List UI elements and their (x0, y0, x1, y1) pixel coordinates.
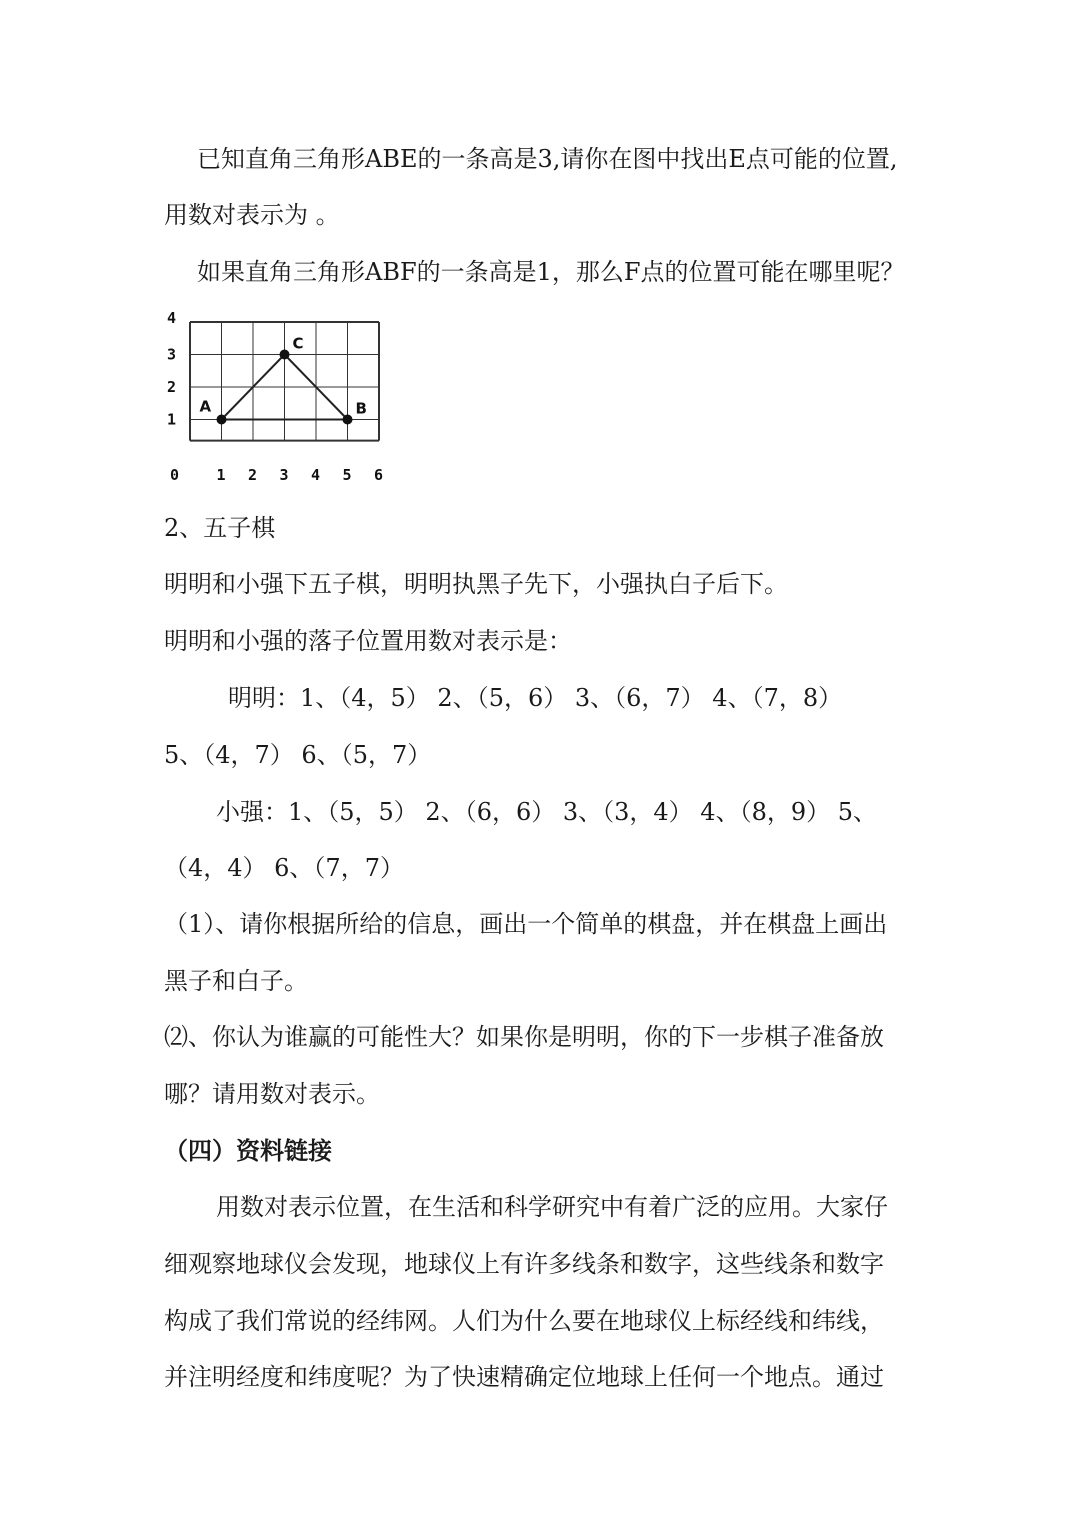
y-tick-label-2: 2 (167, 378, 177, 396)
y-tick-label-3: 3 (167, 345, 177, 364)
question-1-line-2: 黑子和白子。 (164, 967, 308, 995)
section-4-line-2: 细观察地球仪会发现，地球仪上有许多线条和数字，这些线条和数字 (164, 1250, 884, 1278)
section-4-line-1: 用数对表示位置，在生活和科学研究中有着广泛的应用。大家仔 (216, 1193, 888, 1221)
x-tick-label-1: 1 (216, 466, 226, 484)
section-4-line-4: 并注明经度和纬度呢？为了快速精确定位地球上任何一个地点。通过 (164, 1363, 884, 1391)
section-4-line-3: 构成了我们常说的经纬网。人们为什么要在地球仪上标经线和纬线， (164, 1307, 884, 1335)
y-tick-label-1: 1 (167, 410, 177, 429)
x-tick-label-0: 0 (170, 466, 180, 484)
x-tick-label-2: 2 (248, 466, 258, 484)
mingming-moves-line-2: 5、（4，7） 6、（5，7） (164, 741, 432, 769)
question-2-line-2: 哪？请用数对表示。 (164, 1080, 380, 1108)
point-A (217, 415, 227, 425)
xiaoqiang-moves-line-1: 小强：1、（5，5） 2、（6，6） 3、（3，4） 4、（8，9） 5、 (216, 798, 878, 826)
section-2-title: 2、五子棋 (164, 514, 276, 542)
point-label-B: B (355, 399, 367, 418)
mingming-moves-line-1: 明明：1、（4，5） 2、（5，6） 3、（6，7） 4、（7，8） (228, 684, 843, 712)
point-C (280, 350, 290, 360)
point-label-A: A (199, 397, 212, 416)
point-B (343, 415, 353, 425)
grid-svg (158, 310, 398, 490)
section-2-line-2: 明明和小强的落子位置用数对表示是： (164, 627, 572, 655)
point-label-C: C (292, 334, 304, 353)
x-tick-label-4: 4 (311, 466, 321, 484)
x-tick-label-6: 6 (374, 466, 384, 484)
xiaoqiang-moves-line-2: （4，4） 6、（7，7） (164, 854, 404, 882)
coordinate-grid-figure (158, 310, 398, 490)
question-2-line-1: ⑵、你认为谁赢的可能性大？如果你是明明，你的下一步棋子准备放 (164, 1023, 884, 1051)
paragraph-1-line-1: 已知直角三角形ABE的一条高是3,请你在图中找出E点可能的位置, (197, 145, 898, 173)
x-tick-label-5: 5 (342, 466, 352, 484)
paragraph-1-line-2: 用数对表示为 。 (164, 201, 340, 229)
section-2-line-1: 明明和小强下五子棋，明明执黑子先下，小强执白子后下。 (164, 570, 788, 598)
question-1-line-1: （1）、请你根据所给的信息，画出一个简单的棋盘，并在棋盘上画出 (164, 910, 888, 938)
y-tick-label-4: 4 (167, 310, 177, 327)
paragraph-2: 如果直角三角形ABF的一条高是1，那么F点的位置可能在哪里呢？ (197, 258, 905, 286)
x-tick-label-3: 3 (279, 466, 289, 484)
section-4-title: （四）资料链接 (164, 1136, 332, 1165)
